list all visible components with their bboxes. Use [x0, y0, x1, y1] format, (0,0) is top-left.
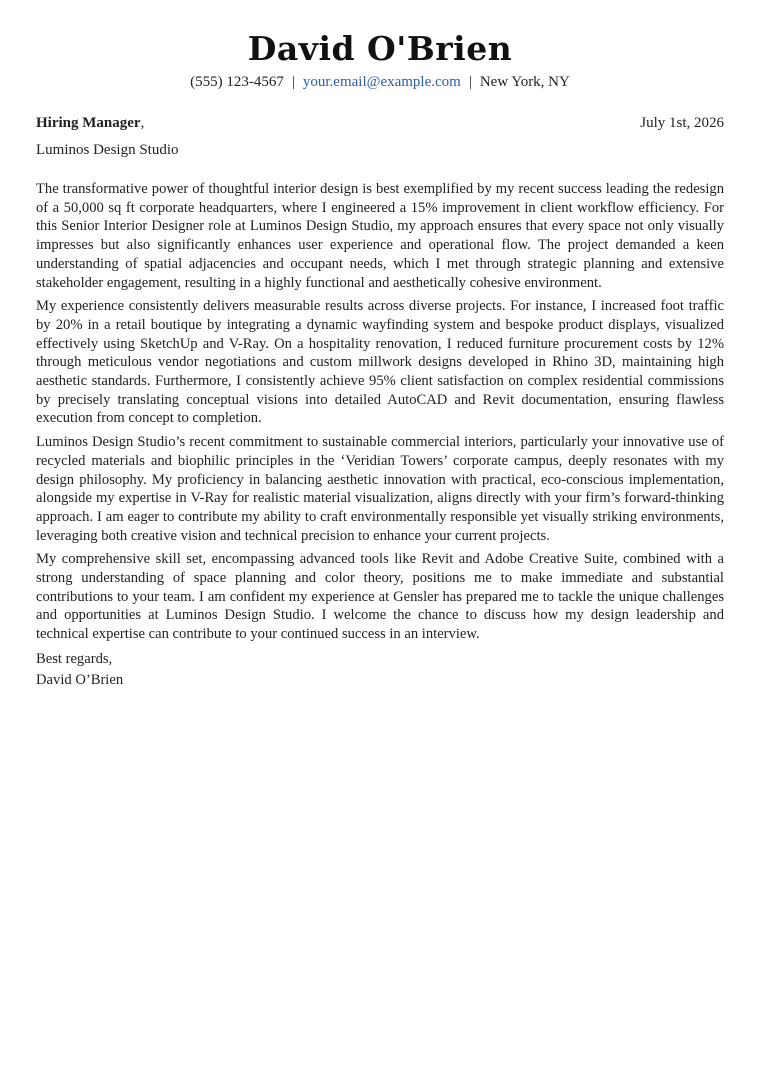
- contact-line: [0, 72, 760, 92]
- closing-block: [36, 649, 724, 691]
- body-paragraph: Luminos Design Studio’s recent commitment to sustainable commercial interiors, particularly your innovative use of recycled materials and biophilic principles in the ‘Veridian Towers’ corporate campus, deeply resonates with my design philosophy. My proficiency in balancing aesthetic innovation with practical, eco-conscious implementation, alongside my expertise in V-Ray for realistic material visualization, aligns directly with your firm’s forward-thinking approach. I am eager to contribute my ability to craft environmentally responsible yet visually striking environments, leveraging both creative vision and technical precision to enhance your current projects.: [36, 434, 724, 544]
- location: New York, NY: [479, 74, 570, 90]
- recipient-salutation: [36, 113, 144, 133]
- contact-separator: |: [291, 74, 295, 90]
- signature-name: David O’Brien: [36, 671, 124, 688]
- letter-body: [36, 180, 724, 691]
- body-paragraph: The transformative power of thoughtful interior design is best exemplified by my recent success leading the redesign of a 50,000 sq ft corporate headquarters, where I engineered a 15% improvement in client workflow efficiency. For this Senior Interior Designer role at Luminos Design Studio, my approach ensures that every space not only visually impresses but also significantly enhances user experience and operational flow. The project demanded a keen understanding of spatial adjacencies and occupant needs, which I met through strategic planning and extensive stakeholder engagement, resulting in a highly functional and aesthetically cohesive environment.: [36, 181, 724, 291]
- phone-number: (555) 123-4567: [190, 74, 284, 90]
- recipient-row: [36, 113, 724, 133]
- body-paragraph: My comprehensive skill set, encompassing advanced tools like Revit and Adobe Creative Suite, combined with a strong understanding of space planning and color theory, positions me to make immediate and substantial contributions to your team. I am confident my experience at Gensler has prepared me to tackle the unique challenges and opportunities at Luminos Design Studio. I welcome the chance to discuss how my design leadership and technical expertise can contribute to your continued success in an interview.: [36, 551, 724, 643]
- closing-salutation: Best regards,: [36, 650, 113, 667]
- contact-separator: |: [468, 74, 472, 90]
- recipient-suffix: ,: [140, 115, 145, 131]
- recipient-name: Hiring Manager: [36, 115, 141, 131]
- email-link[interactable]: your.email@example.com: [302, 74, 461, 90]
- sender-name: David O'Brien: [247, 29, 513, 68]
- letter-date: July 1st, 2026: [640, 115, 724, 131]
- body-paragraph: My experience consistently delivers measurable results across diverse projects. For instance, I increased foot traffic by 20% in a retail boutique by integrating a dynamic wayfinding system and bespoke product displays, visualized effectively using SketchUp and V-Ray. On a hospitality renovation, I reduced furniture procurement costs by 12% through meticulous vendor negotiations and custom millwork designs developed in Rhino 3D, maintaining high aesthetic standards. Furthermore, I consistently achieve 95% client satisfaction on complex residential commissions by precisely translating conceptual visions into detailed AutoCAD and Revit documentation, ensuring flawless execution from concept to completion.: [36, 298, 724, 427]
- recipient-company: Luminos Design Studio: [36, 142, 179, 158]
